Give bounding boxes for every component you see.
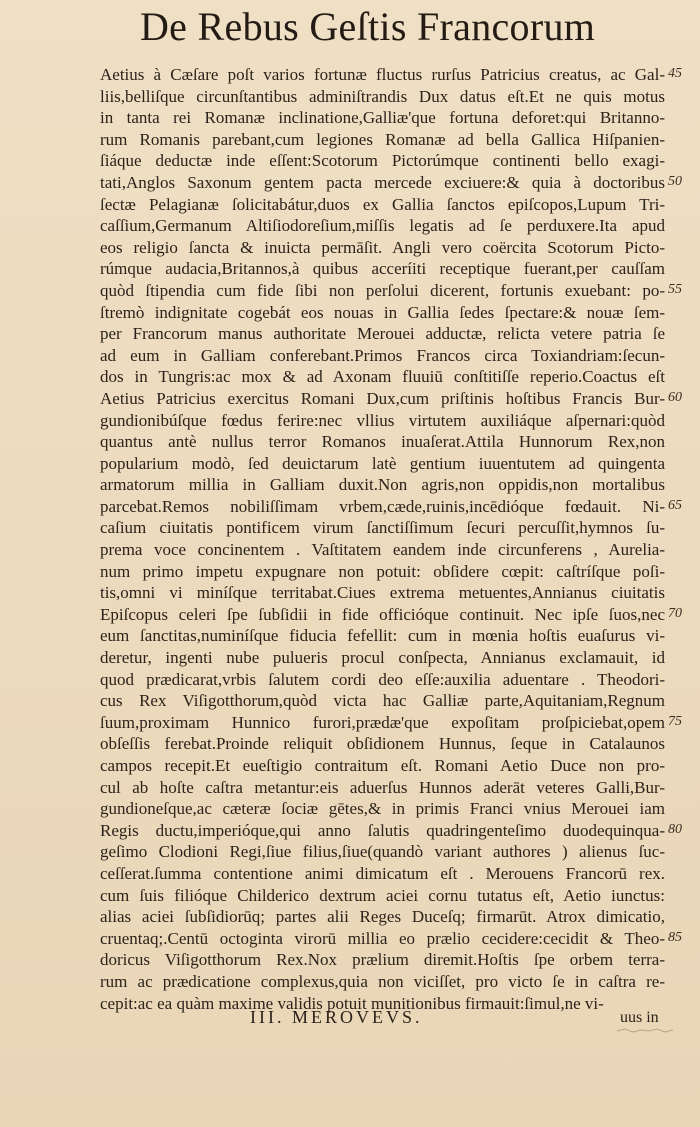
text-line: ad eum in Galliam conferebant.Primos Francos circa Toxiandriam:ſecun- xyxy=(100,345,665,365)
text-line: rúmque audacia,Britannos,à quibus acceríiti receptique fuerant,per cauſſam xyxy=(100,259,665,279)
text-line: alias aciei ſubſidiorūq; partes alii Reges Duceſq; firmarūt. Atrox dimicatio, xyxy=(100,907,665,927)
text-line: ſectæ Pelagianæ ſolicitabátur,duos ex Gallia ſanctos epiſcopos,Lupum Tri- xyxy=(100,194,665,214)
text-line: ſtremò indignitate cogebát eos nouas in Gallia ſedes ſpectare:& nouæ ſem- xyxy=(100,302,665,322)
body-text xyxy=(100,64,665,1014)
line-number: 60 xyxy=(668,390,682,405)
text-line: ſuum,proximam Hunnico furori,prædæ'que expoſitam proſpiciebat,opem xyxy=(100,712,665,732)
running-head: De Rebus Geſtis Francorum xyxy=(140,4,596,49)
line-number: 80 xyxy=(668,822,682,837)
line-number: 50 xyxy=(668,174,682,189)
text-line: gundioneſque,ac cæteræ ſociæ gētes,& in primis Franci vnius Merouei iam xyxy=(100,799,665,819)
ink-smudge xyxy=(615,1026,675,1034)
text-line: eos religio ſancta & inuicta permāſit. Angli vero coërcita Scotorum Picto- xyxy=(100,237,665,257)
line-number: 70 xyxy=(668,606,682,621)
text-line: tati,Anglos Saxonum gentem pacta mercede exciuere:& quia à doctoribus xyxy=(100,172,665,192)
text-line: caſium ciuitatis pontificem virum ſanctiſſimum ſecuri percuſſit,hymnos ſu- xyxy=(100,518,665,538)
text-line: quòd ſtipendia cum fide ſibi non perſolui dicerent, fortunis exuebant: po- xyxy=(100,280,665,300)
text-line: liis,belliſque circunſtantibus adminiſtrandis Dux datus eſt.Et ne quis motus xyxy=(100,86,665,106)
signature-mark: III. MEROVEVS. xyxy=(250,1007,423,1027)
text-line: geſimo Clodioni Regi,ſiue filius,ſiue(quandò variant authores ) alienus ſuc- xyxy=(100,842,665,862)
text-line: deretur, ingenti nube pulueris procul conſpecta, Annianus exclamauit, id xyxy=(100,648,665,668)
catchword: uus in xyxy=(620,1009,659,1026)
text-line: tis,omni vi miníſque territabat.Ciues extrema metuentes,Annianus ciuitatis xyxy=(100,583,665,603)
text-line: prema voce concinentem . Vaſtitatem eandem inde circunferens , Aurelia- xyxy=(100,540,665,560)
text-line: cepit:ac ea quàm maxime validis potuit munitionibus firmauit:ſimul,ne vi- xyxy=(100,993,604,1013)
text-line: quantus antè nullus terror Romanos inuaſerat.Attila Hunnorum Rex,non xyxy=(100,432,665,452)
text-line: rum Romanis parebant,cum legiones Romanæ ad bella Gallica Hiſpanien- xyxy=(100,129,665,149)
text-line: rum ac prædicatione complexus,quia non viciſſet, pro victo ſe in caſtra re- xyxy=(100,971,665,991)
text-line: campos recepit.Et eueſtigio contraitum eſt. Romani Aetio Duce non pro- xyxy=(100,756,665,775)
text-line: cruentaq;.Centū octoginta virorū millia eo prælio cecidere:cecidit & Theo- xyxy=(100,928,665,948)
text-line: cul ab hoſte caſtra metantur:eis aduerſus Hunnos aderāt veteres Galli,Bur- xyxy=(100,777,665,797)
text-line: Aetius à Cæſare poſt varios fortunæ fluctus rurſus Patricius creatus, ac Gal- xyxy=(100,65,665,84)
line-number: 55 xyxy=(668,282,682,297)
line-number: 85 xyxy=(668,930,682,945)
text-line: cum ſuis filióque Childerico dextrum aciei cornu tutatus eſt, Aetio iunctus: xyxy=(100,885,665,905)
line-number: 75 xyxy=(668,714,682,729)
line-number: 45 xyxy=(668,66,682,81)
text-line: popularium modò, ſed deuictarum latè gentium iuuentutem ad quingenta xyxy=(100,453,665,473)
text-line: Aetius Patricius exercitus Romani Dux,cum priſtinis hoſtibus Francis Bur- xyxy=(100,388,665,408)
text-line: ſiáque deductæ inde eſſent:Scotorum Pictorúmque continenti bello exagi- xyxy=(100,151,665,171)
text-line: parcebat.Remos nobiliſſimam vrbem,cæde,ruinis,incēdióque fœdauit. Ni- xyxy=(100,496,665,516)
text-line: in tanta rei Romanæ inclinatione,Galliæ'que fortuna deforet:qui Britanno- xyxy=(100,108,665,128)
text-line: doricus Viſigotthorum Rex.Nox prælium diremit.Hoſtis ſpe orbem terra- xyxy=(100,950,665,970)
text-line: per Francorum manus authoritate Merouei adductæ, relicta vetere patria ſe xyxy=(100,324,665,344)
text-line: eum ſanctitas,numiníſque fiducia fefellit: cum in mœnia hoſtis euaſurus vi- xyxy=(100,626,665,646)
text-line: obſeſſis ferebat.Proinde reliquit obſidionem Hunnus, ſeque in Catalaunos xyxy=(100,734,665,754)
text-line: dos in Tungris:ac mox & ad Axonam fluuiū conſtitiſſe reperio.Coactus eſt xyxy=(100,367,665,387)
text-line: caſſium,Germanum Altiſiodoreſium,miſſis legatis ad ſe perduxere.Ita apud xyxy=(100,216,665,236)
text-line: num primo impetu expugnare non potuit: obſidere cœpit: caſtríſque poſi- xyxy=(100,561,665,581)
text-line: quod prædicarat,vrbis ſalutem cordi deo eſſe:auxilia aduentare . Theodori- xyxy=(100,669,665,689)
text-line: Regis ductu,imperióque,qui anno ſalutis quadringenteſimo duodequinqua- xyxy=(100,820,665,840)
line-number: 65 xyxy=(668,498,682,513)
text-line: gundionibúſque fœdus ferire:nec vllius virtutem auxiliáque aſpernari:quòd xyxy=(100,410,665,430)
text-line: cus Rex Viſigotthorum,quòd victa hac Galliæ parte,Aquitaniam,Regnum xyxy=(100,691,665,711)
text-line: armatorum millia in Galliam duxit.Non agris,non oppidis,non mortalibus xyxy=(100,475,665,495)
page-footer xyxy=(0,1007,700,1033)
text-line: ceſſerat.ſumma contentione animi dimicatum eſt . Merouens Francorū rex. xyxy=(100,863,665,883)
text-line: Epiſcopus celeri ſpe ſubſidii in fide officióque continuit. Nec ipſe ſuos,nec xyxy=(100,604,665,624)
